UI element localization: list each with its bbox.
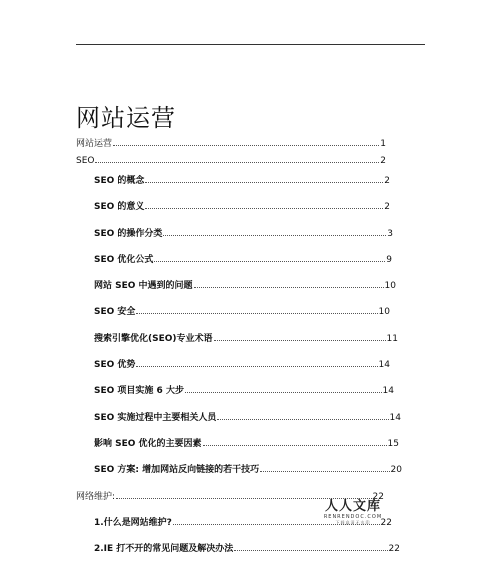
- toc-entry-label: SEO 项目实施 6 大步: [94, 386, 184, 396]
- toc-entry-page: 2: [384, 202, 390, 212]
- toc-entry-page: 10: [384, 281, 396, 291]
- toc-entry-label: SEO 的意义: [94, 202, 145, 212]
- toc-entry[interactable]: [94, 411, 401, 425]
- toc-entry-page: 1: [380, 139, 386, 149]
- toc-entry-page: 10: [378, 307, 390, 317]
- toc-entry-page: 22: [380, 518, 392, 528]
- toc-entry-page: 2: [384, 176, 390, 186]
- toc-entry[interactable]: [76, 137, 386, 151]
- toc-leader-dots: [145, 200, 383, 209]
- toc-entry-label: SEO: [76, 156, 95, 166]
- toc-entry-page: 14: [382, 386, 394, 396]
- toc-entry-label: 网站运营: [76, 139, 113, 149]
- toc-entry-page: 2: [380, 156, 386, 166]
- toc-entry-page: 20: [390, 465, 402, 475]
- toc-leader-dots: [185, 384, 382, 393]
- toc-entry-page: 11: [386, 334, 398, 344]
- toc-entry-label: 影响 SEO 优化的主要因素: [94, 439, 202, 449]
- toc-entry-label: SEO 的操作分类: [94, 229, 163, 239]
- watermark-slogan-text: 下载高清无水印: [335, 520, 371, 525]
- toc-entry-page: 22: [388, 544, 400, 554]
- toc-leader-dots: [194, 279, 384, 288]
- toc-entry-label: 网站 SEO 中遇到的问题: [94, 281, 193, 291]
- header-rule: [76, 44, 425, 45]
- toc-entry-page: 14: [389, 413, 401, 423]
- toc-entry-label: SEO 的概念: [94, 176, 145, 186]
- toc-entry-label: SEO 优势: [94, 360, 136, 370]
- toc-entry[interactable]: [94, 463, 402, 477]
- toc-leader-dots: [136, 358, 377, 367]
- toc-leader-dots: [163, 227, 386, 236]
- toc-leader-dots: [203, 437, 387, 446]
- toc-entry-page: 3: [387, 229, 393, 239]
- toc-entry-label: SEO 方案: 增加网站反向链接的若干技巧: [94, 465, 260, 475]
- toc-entry[interactable]: [94, 174, 390, 188]
- toc-entry-label: SEO 实施过程中主要相关人员: [94, 413, 217, 423]
- toc-entry-label: 搜索引擎优化(SEO)专业术语: [94, 334, 213, 344]
- toc-entry-label: 2.IE 打不开的常见问题及解决办法: [94, 544, 234, 554]
- toc-entry-page: 14: [378, 360, 390, 370]
- watermark-site-text: RENRENDOC.COM: [323, 514, 383, 520]
- toc-entry-label: 1.什么是网站维护?: [94, 518, 172, 528]
- toc-entry-label: SEO 优化公式: [94, 255, 154, 265]
- watermark-main-text: 人人文库: [324, 499, 381, 514]
- toc-leader-dots: [113, 137, 379, 146]
- toc-entry[interactable]: [94, 437, 399, 451]
- toc-leader-dots: [214, 332, 386, 341]
- toc-entry[interactable]: [76, 154, 386, 168]
- toc-leader-dots: [154, 253, 385, 262]
- toc-leader-dots: [136, 305, 377, 314]
- toc-leader-dots: [95, 154, 379, 163]
- toc-entry-page: 15: [387, 439, 399, 449]
- toc-entry[interactable]: [94, 279, 396, 293]
- toc-leader-dots: [260, 463, 389, 472]
- toc-entry[interactable]: [94, 227, 393, 241]
- toc-entry-label: 网络维护:: [76, 492, 116, 502]
- toc-entry[interactable]: [94, 332, 398, 346]
- toc-entry[interactable]: [94, 200, 390, 214]
- toc-entry-page: 22: [372, 492, 384, 502]
- toc-leader-dots: [145, 174, 383, 183]
- toc-entry[interactable]: [94, 542, 400, 556]
- toc-entry-page: 9: [386, 255, 392, 265]
- watermark-logo: [322, 500, 384, 525]
- document-title: 网站运营: [76, 104, 176, 133]
- toc-entry[interactable]: [94, 358, 390, 372]
- toc-leader-dots: [116, 490, 372, 499]
- toc-entry-label: SEO 安全: [94, 307, 136, 317]
- toc-leader-dots: [217, 411, 388, 420]
- toc-entry[interactable]: [94, 384, 394, 398]
- toc-entry[interactable]: [94, 305, 390, 319]
- toc-entry[interactable]: [94, 253, 392, 267]
- toc-leader-dots: [234, 542, 387, 551]
